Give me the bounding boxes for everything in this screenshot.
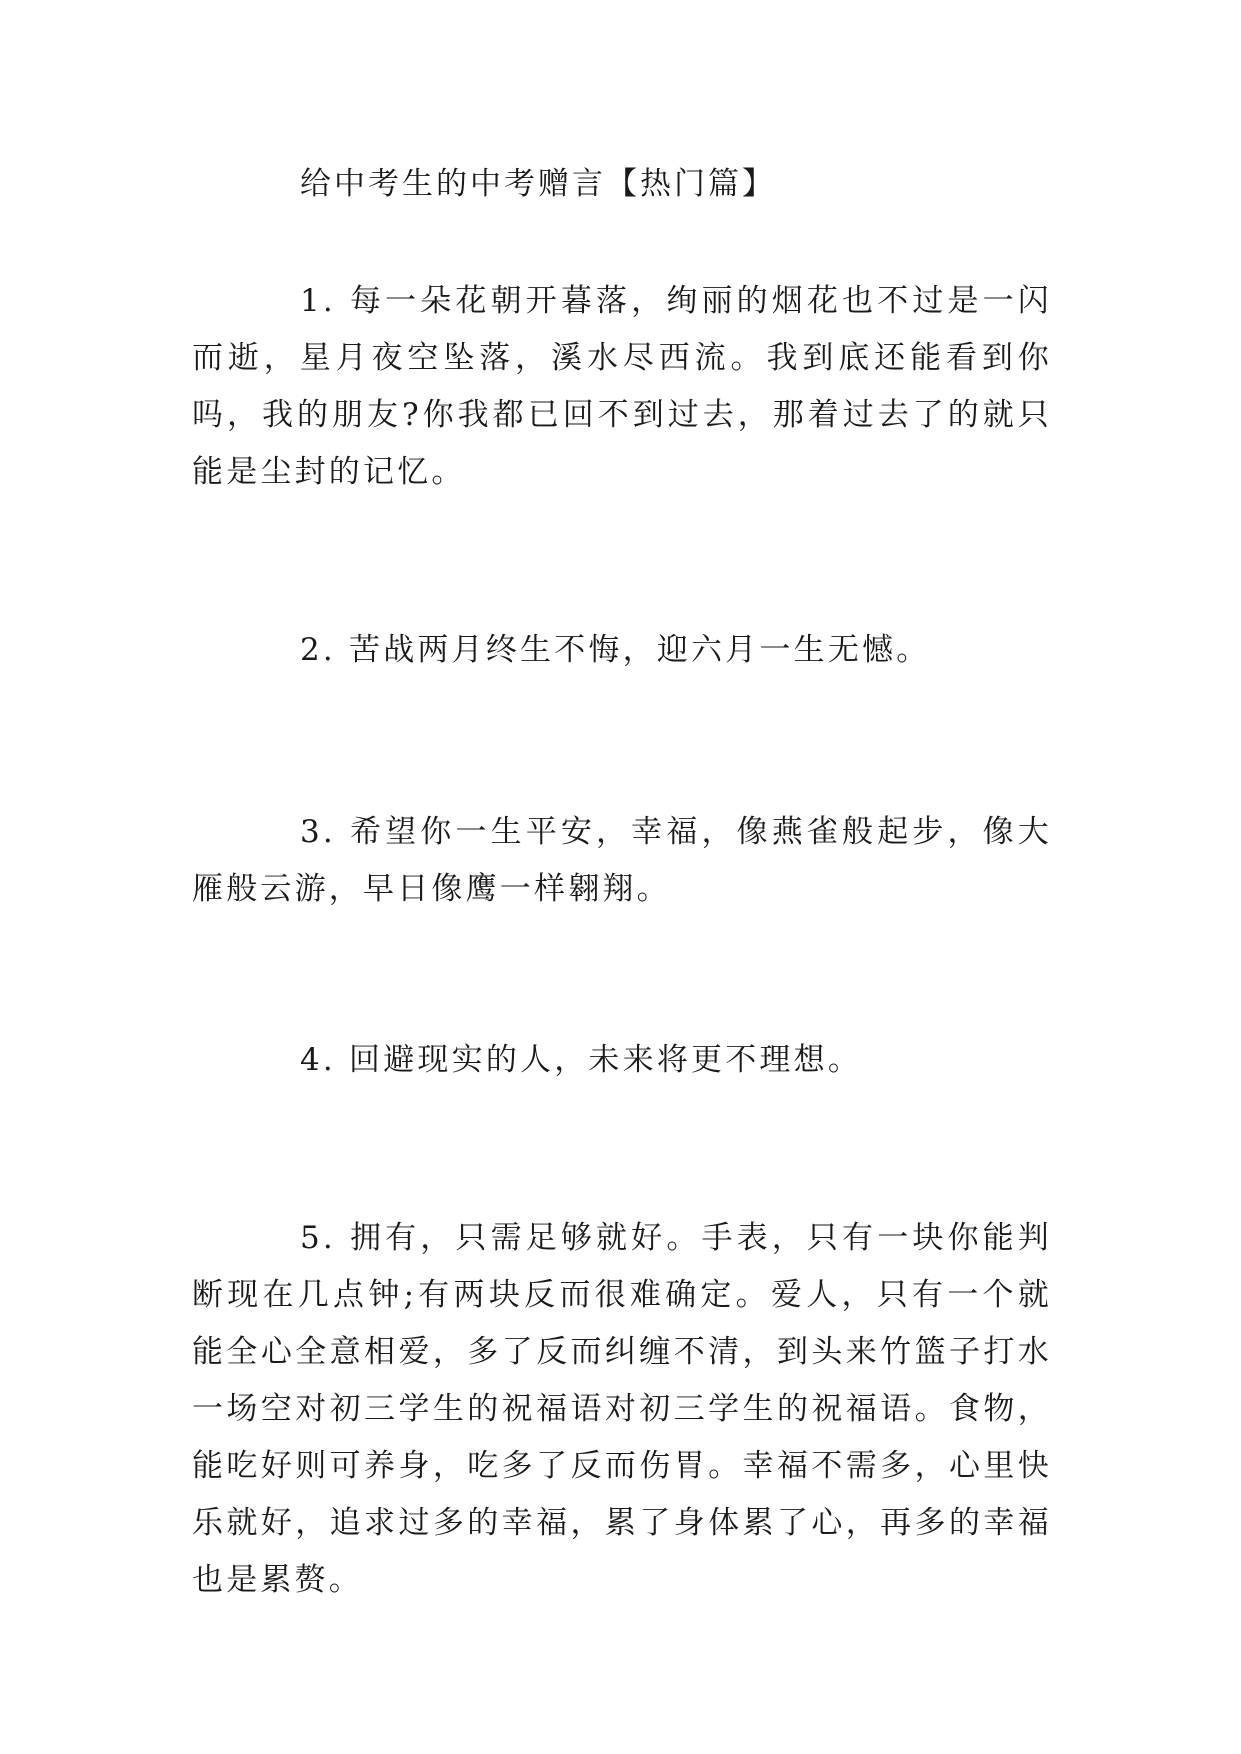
paragraph-3: 3. 希望你一生平安，幸福，像燕雀般起步，像大雁般云游，早日像鹰一样翱翔。: [192, 814, 1052, 907]
paragraph-1: 1. 每一朵花朝开暮落，绚丽的烟花也不过是一闪而逝，星月夜空坠落，溪水尽西流。我到底还能看到你吗，我的朋友?你我都已回不到过去，那着过去了的就只能是尘封的记忆。: [192, 283, 1052, 490]
paragraph-2: 2. 苦战两月终生不悔，迎六月一生无憾。: [300, 632, 931, 668]
document-title: 给中考生的中考赠言【热门篇】: [300, 166, 776, 202]
paragraph-4: 4. 回避现实的人，未来将更不理想。: [300, 1042, 863, 1078]
paragraph-5: 5. 拥有，只需足够就好。手表，只有一块你能判断现在几点钟;有两块反而很难确定。爱人，只有一个就能全心全意相爱，多了反而纠缠不清，到头来竹篮子打水一场空对初三学生的祝福语对初三学生的祝福语。食物，能吃好则可养身，吃多了反而伤胃。幸福不需多，心里快乐就好，追求过多的幸福，累了身体累了心，再多的幸福也是累赘。: [192, 1220, 1052, 1598]
